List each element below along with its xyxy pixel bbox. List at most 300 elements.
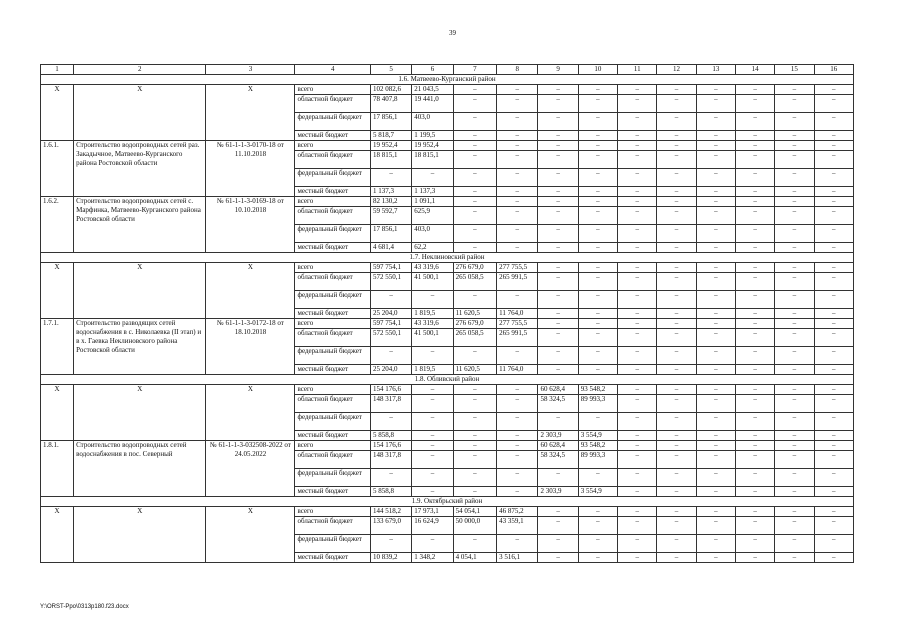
amount-cell: – xyxy=(735,365,774,375)
amount-cell: – xyxy=(578,469,617,487)
amount-cell: – xyxy=(735,517,774,535)
amount-cell: 4 054,1 xyxy=(453,553,496,563)
amount-cell: 54 054,1 xyxy=(453,507,496,517)
amount-cell: – xyxy=(696,507,735,517)
amount-cell: 3 516,1 xyxy=(497,553,538,563)
amount-cell: 1 199,5 xyxy=(412,131,453,141)
amount-cell: – xyxy=(814,413,853,431)
funding-source: местный бюджет xyxy=(295,131,371,141)
amount-cell: – xyxy=(696,395,735,413)
amount-cell: – xyxy=(538,197,578,207)
amount-cell: – xyxy=(814,347,853,365)
amount-cell: – xyxy=(412,385,453,395)
column-header: 15 xyxy=(775,65,814,75)
amount-cell: – xyxy=(657,197,696,207)
amount-cell: – xyxy=(735,413,774,431)
section-row xyxy=(41,75,854,85)
amount-cell: 25 204,0 xyxy=(370,309,411,319)
amount-cell: – xyxy=(814,113,853,131)
table-row xyxy=(41,385,854,395)
amount-cell: – xyxy=(775,319,814,329)
amount-cell: – xyxy=(412,451,453,469)
funding-source: всего xyxy=(295,141,371,151)
amount-cell: – xyxy=(578,85,617,95)
amount-cell: – xyxy=(814,319,853,329)
amount-cell: – xyxy=(618,413,657,431)
amount-cell: – xyxy=(814,441,853,451)
amount-cell: – xyxy=(618,507,657,517)
amount-cell: – xyxy=(618,225,657,243)
amount-cell: – xyxy=(618,141,657,151)
amount-cell: – xyxy=(453,151,496,169)
amount-cell: – xyxy=(497,243,538,253)
amount-cell: – xyxy=(775,243,814,253)
object-name: X xyxy=(74,385,206,441)
amount-cell: – xyxy=(618,395,657,413)
amount-cell: – xyxy=(657,151,696,169)
amount-cell: – xyxy=(657,113,696,131)
amount-cell: – xyxy=(696,451,735,469)
funding-source: всего xyxy=(295,507,371,517)
amount-cell: – xyxy=(618,347,657,365)
column-header: 6 xyxy=(412,65,453,75)
amount-cell: – xyxy=(618,243,657,253)
amount-cell: – xyxy=(578,413,617,431)
amount-cell: – xyxy=(618,441,657,451)
amount-cell: – xyxy=(775,469,814,487)
amount-cell: – xyxy=(497,141,538,151)
amount-cell: – xyxy=(814,553,853,563)
funding-source: всего xyxy=(295,385,371,395)
amount-cell: – xyxy=(735,225,774,243)
amount-cell: 93 548,2 xyxy=(578,385,617,395)
amount-cell: – xyxy=(453,85,496,95)
amount-cell: – xyxy=(538,291,578,309)
amount-cell: – xyxy=(453,395,496,413)
amount-cell: – xyxy=(696,151,735,169)
amount-cell: – xyxy=(775,113,814,131)
amount-cell: 148 317,8 xyxy=(370,395,411,413)
amount-cell: – xyxy=(497,487,538,497)
amount-cell: – xyxy=(657,507,696,517)
amount-cell: – xyxy=(735,469,774,487)
amount-cell: – xyxy=(657,141,696,151)
amount-cell: 2 303,9 xyxy=(538,431,578,441)
amount-cell: 62,2 xyxy=(412,243,453,253)
amount-cell: 17 856,1 xyxy=(370,113,411,131)
amount-cell: – xyxy=(657,291,696,309)
amount-cell: 59 592,7 xyxy=(370,207,411,225)
amount-cell: 19 952,4 xyxy=(370,141,411,151)
amount-cell: – xyxy=(497,469,538,487)
amount-cell: – xyxy=(696,141,735,151)
amount-cell: – xyxy=(497,431,538,441)
amount-cell: 41 500,1 xyxy=(412,329,453,347)
amount-cell: – xyxy=(578,329,617,347)
amount-cell: 78 407,8 xyxy=(370,95,411,113)
amount-cell: – xyxy=(814,431,853,441)
amount-cell: – xyxy=(453,169,496,187)
amount-cell: – xyxy=(578,197,617,207)
amount-cell: – xyxy=(814,207,853,225)
amount-cell: 154 176,6 xyxy=(370,441,411,451)
column-header: 11 xyxy=(618,65,657,75)
amount-cell: – xyxy=(453,197,496,207)
amount-cell: 403,0 xyxy=(412,225,453,243)
amount-cell: – xyxy=(696,413,735,431)
amount-cell: – xyxy=(735,291,774,309)
amount-cell: – xyxy=(538,329,578,347)
funding-source: областной бюджет xyxy=(295,207,371,225)
amount-cell: – xyxy=(814,535,853,553)
column-header: 5 xyxy=(370,65,411,75)
amount-cell: – xyxy=(735,273,774,291)
column-header: 10 xyxy=(578,65,617,75)
amount-cell: 10 839,2 xyxy=(370,553,411,563)
amount-cell: 144 518,2 xyxy=(370,507,411,517)
amount-cell: 597 754,1 xyxy=(370,319,411,329)
amount-cell: 17 856,1 xyxy=(370,225,411,243)
amount-cell: 93 548,2 xyxy=(578,441,617,451)
section-row xyxy=(41,497,854,507)
amount-cell: – xyxy=(618,207,657,225)
amount-cell: – xyxy=(538,413,578,431)
amount-cell: – xyxy=(618,197,657,207)
amount-cell: 1 819,5 xyxy=(412,365,453,375)
amount-cell: – xyxy=(497,347,538,365)
amount-cell: – xyxy=(538,469,578,487)
expertise-conclusion: X xyxy=(206,507,295,563)
amount-cell: – xyxy=(578,225,617,243)
amount-cell: – xyxy=(814,291,853,309)
row-number: 1.7.1. xyxy=(41,319,74,375)
amount-cell: – xyxy=(657,535,696,553)
amount-cell: – xyxy=(370,347,411,365)
amount-cell: 154 176,6 xyxy=(370,385,411,395)
amount-cell: – xyxy=(618,131,657,141)
amount-cell: – xyxy=(735,441,774,451)
amount-cell: – xyxy=(696,95,735,113)
amount-cell: – xyxy=(497,441,538,451)
amount-cell: – xyxy=(735,309,774,319)
amount-cell: – xyxy=(618,309,657,319)
amount-cell: – xyxy=(578,169,617,187)
column-header: 7 xyxy=(453,65,496,75)
amount-cell: – xyxy=(775,225,814,243)
amount-cell: – xyxy=(657,95,696,113)
amount-cell: – xyxy=(618,487,657,497)
amount-cell: – xyxy=(657,385,696,395)
amount-cell: – xyxy=(657,273,696,291)
amount-cell: 265 058,5 xyxy=(453,329,496,347)
amount-cell: 1 091,1 xyxy=(412,197,453,207)
table-row xyxy=(41,507,854,517)
expertise-conclusion: № 61-1-1-3-0169-18 от 10.10.2018 xyxy=(206,197,295,253)
amount-cell: 18 815,1 xyxy=(412,151,453,169)
amount-cell: 89 993,3 xyxy=(578,451,617,469)
amount-cell: 133 679,0 xyxy=(370,517,411,535)
funding-source: федеральный бюджет xyxy=(295,169,371,187)
amount-cell: 58 324,5 xyxy=(538,451,578,469)
amount-cell: – xyxy=(775,131,814,141)
amount-cell: – xyxy=(578,309,617,319)
amount-cell: – xyxy=(412,487,453,497)
amount-cell: – xyxy=(735,487,774,497)
amount-cell: 89 993,3 xyxy=(578,395,617,413)
amount-cell: 43 319,6 xyxy=(412,319,453,329)
object-name: X xyxy=(74,263,206,319)
amount-cell: – xyxy=(412,441,453,451)
amount-cell: – xyxy=(578,507,617,517)
amount-cell: 276 679,0 xyxy=(453,263,496,273)
funding-source: федеральный бюджет xyxy=(295,413,371,431)
amount-cell: – xyxy=(775,85,814,95)
amount-cell: – xyxy=(657,319,696,329)
amount-cell: – xyxy=(412,413,453,431)
amount-cell: – xyxy=(814,395,853,413)
column-header: 1 xyxy=(41,65,74,75)
amount-cell: – xyxy=(618,329,657,347)
amount-cell: – xyxy=(618,535,657,553)
object-name: X xyxy=(74,85,206,141)
funding-source: областной бюджет xyxy=(295,517,371,535)
row-number: 1.8.1. xyxy=(41,441,74,497)
amount-cell: – xyxy=(657,517,696,535)
amount-cell: – xyxy=(696,329,735,347)
amount-cell: 58 324,5 xyxy=(538,395,578,413)
funding-source: федеральный бюджет xyxy=(295,347,371,365)
section-row xyxy=(41,253,854,263)
object-name: Строительство водопроводных сетей с. Марфинка, Матвеево-Курганского района Ростовской области xyxy=(74,197,206,253)
amount-cell: – xyxy=(370,169,411,187)
amount-cell: – xyxy=(814,273,853,291)
column-header: 14 xyxy=(735,65,774,75)
table-row xyxy=(41,141,854,151)
amount-cell: – xyxy=(618,431,657,441)
amount-cell: 572 550,1 xyxy=(370,273,411,291)
row-number: 1.6.1. xyxy=(41,141,74,197)
amount-cell: – xyxy=(538,535,578,553)
amount-cell: – xyxy=(453,207,496,225)
amount-cell: 21 043,5 xyxy=(412,85,453,95)
row-number: X xyxy=(41,263,74,319)
section-title: 1.6. Матвеево-Курганский район xyxy=(41,75,854,85)
amount-cell: 276 679,0 xyxy=(453,319,496,329)
amount-cell: 11 620,5 xyxy=(453,365,496,375)
amount-cell: – xyxy=(578,517,617,535)
amount-cell: – xyxy=(538,207,578,225)
amount-cell: – xyxy=(497,291,538,309)
amount-cell: – xyxy=(497,207,538,225)
amount-cell: – xyxy=(412,347,453,365)
amount-cell: – xyxy=(453,347,496,365)
amount-cell: 572 550,1 xyxy=(370,329,411,347)
expertise-conclusion: № 61-1-1-3-032508-2022 от 24.05.2022 xyxy=(206,441,295,497)
amount-cell: – xyxy=(735,385,774,395)
amount-cell: – xyxy=(538,347,578,365)
amount-cell: – xyxy=(578,187,617,197)
amount-cell: – xyxy=(735,151,774,169)
amount-cell: – xyxy=(538,131,578,141)
amount-cell: – xyxy=(657,207,696,225)
amount-cell: – xyxy=(814,451,853,469)
amount-cell: – xyxy=(578,141,617,151)
column-header: 4 xyxy=(295,65,371,75)
amount-cell: – xyxy=(735,243,774,253)
amount-cell: – xyxy=(735,395,774,413)
amount-cell: – xyxy=(618,187,657,197)
amount-cell: – xyxy=(453,131,496,141)
amount-cell: – xyxy=(618,319,657,329)
table-row xyxy=(41,197,854,207)
table-row xyxy=(41,319,854,329)
amount-cell: – xyxy=(775,487,814,497)
amount-cell: – xyxy=(538,507,578,517)
amount-cell: – xyxy=(657,169,696,187)
amount-cell: – xyxy=(696,169,735,187)
amount-cell: – xyxy=(775,535,814,553)
amount-cell: – xyxy=(453,225,496,243)
amount-cell: – xyxy=(497,225,538,243)
amount-cell: 4 681,4 xyxy=(370,243,411,253)
column-header: 2 xyxy=(74,65,206,75)
amount-cell: – xyxy=(497,197,538,207)
amount-cell: – xyxy=(735,187,774,197)
amount-cell: – xyxy=(657,85,696,95)
funding-source: федеральный бюджет xyxy=(295,469,371,487)
amount-cell: – xyxy=(657,225,696,243)
funding-source: всего xyxy=(295,263,371,273)
amount-cell: – xyxy=(578,347,617,365)
amount-cell: – xyxy=(453,535,496,553)
amount-cell: 5 818,7 xyxy=(370,131,411,141)
amount-cell: – xyxy=(412,395,453,413)
section-title: 1.7. Неклиновский район xyxy=(41,253,854,263)
amount-cell: – xyxy=(497,169,538,187)
amount-cell: – xyxy=(696,347,735,365)
amount-cell: – xyxy=(538,151,578,169)
amount-cell: – xyxy=(497,131,538,141)
amount-cell: – xyxy=(775,291,814,309)
amount-cell: – xyxy=(657,413,696,431)
amount-cell: – xyxy=(696,207,735,225)
amount-cell: – xyxy=(578,113,617,131)
amount-cell: – xyxy=(497,451,538,469)
amount-cell: – xyxy=(453,431,496,441)
amount-cell: – xyxy=(775,385,814,395)
amount-cell: 265 991,5 xyxy=(497,329,538,347)
amount-cell: 25 204,0 xyxy=(370,365,411,375)
amount-cell: – xyxy=(578,131,617,141)
amount-cell: – xyxy=(775,507,814,517)
amount-cell: – xyxy=(814,169,853,187)
funding-source: местный бюджет xyxy=(295,365,371,375)
amount-cell: 265 991,5 xyxy=(497,273,538,291)
object-name: X xyxy=(74,507,206,563)
amount-cell: – xyxy=(775,273,814,291)
amount-cell: – xyxy=(412,169,453,187)
amount-cell: – xyxy=(538,319,578,329)
amount-cell: – xyxy=(538,273,578,291)
amount-cell: – xyxy=(657,309,696,319)
column-header: 12 xyxy=(657,65,696,75)
expertise-conclusion: X xyxy=(206,263,295,319)
page-number: 39 xyxy=(449,29,456,37)
funding-source: федеральный бюджет xyxy=(295,291,371,309)
amount-cell: – xyxy=(814,151,853,169)
amount-cell: – xyxy=(735,319,774,329)
amount-cell: – xyxy=(453,469,496,487)
amount-cell: – xyxy=(657,469,696,487)
funding-source: областной бюджет xyxy=(295,95,371,113)
funding-source: федеральный бюджет xyxy=(295,225,371,243)
funding-source: областной бюджет xyxy=(295,451,371,469)
amount-cell: – xyxy=(735,553,774,563)
expertise-conclusion: X xyxy=(206,385,295,441)
funding-source: местный бюджет xyxy=(295,431,371,441)
amount-cell: – xyxy=(696,113,735,131)
amount-cell: – xyxy=(578,553,617,563)
amount-cell: – xyxy=(696,197,735,207)
amount-cell: – xyxy=(775,197,814,207)
amount-cell: – xyxy=(497,395,538,413)
table-row xyxy=(41,441,854,451)
amount-cell: – xyxy=(578,273,617,291)
amount-cell: – xyxy=(497,113,538,131)
amount-cell: – xyxy=(814,187,853,197)
amount-cell: – xyxy=(814,517,853,535)
funding-source: областной бюджет xyxy=(295,151,371,169)
amount-cell: – xyxy=(775,207,814,225)
funding-source: местный бюджет xyxy=(295,487,371,497)
amount-cell: – xyxy=(696,243,735,253)
amount-cell: – xyxy=(814,365,853,375)
amount-cell: – xyxy=(696,187,735,197)
amount-cell: 597 754,1 xyxy=(370,263,411,273)
amount-cell: – xyxy=(814,131,853,141)
amount-cell: – xyxy=(735,169,774,187)
amount-cell: – xyxy=(497,535,538,553)
amount-cell: – xyxy=(735,85,774,95)
amount-cell: 18 815,1 xyxy=(370,151,411,169)
amount-cell: 5 858,8 xyxy=(370,487,411,497)
amount-cell: – xyxy=(412,431,453,441)
amount-cell: – xyxy=(657,243,696,253)
amount-cell: – xyxy=(578,95,617,113)
amount-cell: – xyxy=(735,347,774,365)
expertise-conclusion: № 61-1-1-3-0170-18 от 11.10.2018 xyxy=(206,141,295,197)
row-number: X xyxy=(41,507,74,563)
amount-cell: – xyxy=(696,263,735,273)
object-name: Строительство водопроводных сетей раз. Закадычное, Матвеево-Курганского района Ростовской области xyxy=(74,141,206,197)
amount-cell: – xyxy=(412,535,453,553)
funding-source: областной бюджет xyxy=(295,395,371,413)
amount-cell: – xyxy=(814,85,853,95)
amount-cell: – xyxy=(735,431,774,441)
amount-cell: – xyxy=(618,113,657,131)
amount-cell: – xyxy=(578,535,617,553)
amount-cell: – xyxy=(814,225,853,243)
column-header: 8 xyxy=(497,65,538,75)
row-number: 1.6.2. xyxy=(41,197,74,253)
amount-cell: – xyxy=(775,151,814,169)
amount-cell: – xyxy=(538,113,578,131)
amount-cell: – xyxy=(538,553,578,563)
expertise-conclusion: X xyxy=(206,85,295,141)
amount-cell: – xyxy=(696,309,735,319)
amount-cell: – xyxy=(735,451,774,469)
amount-cell: – xyxy=(618,469,657,487)
